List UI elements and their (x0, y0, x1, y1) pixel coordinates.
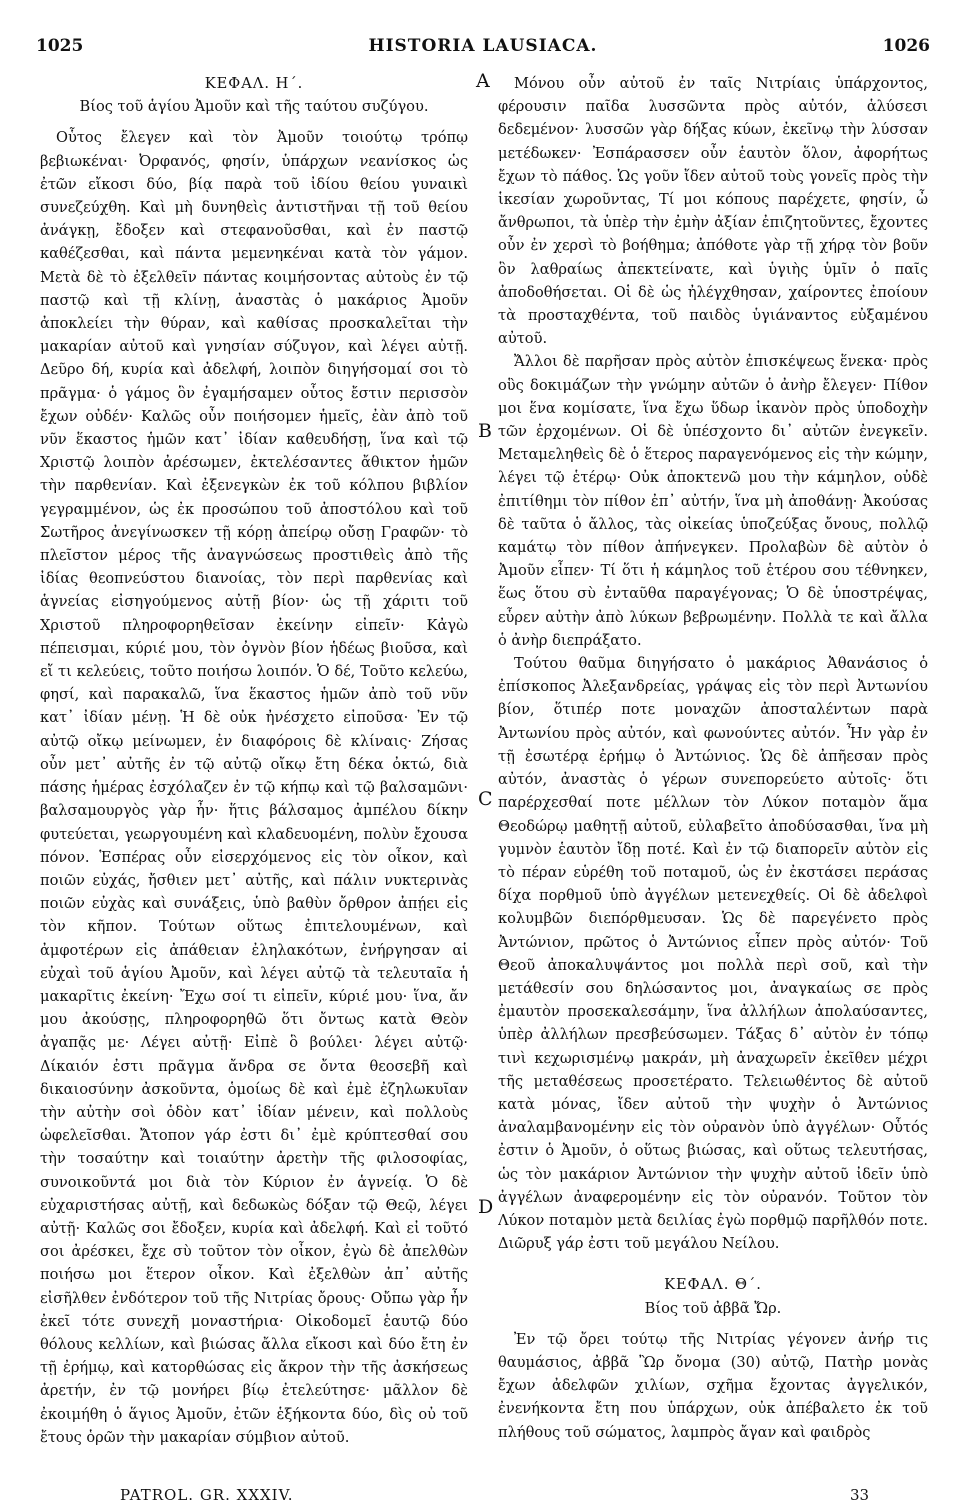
paragraph: Τούτου θαῦμα διηγήσατο ὁ μακάριος Ἀθανάσιος ὁ ἐπίσκοπος Ἀλεξανδρείας, γράψας εἰς τὸν περὶ Ἀντωνίου βίον, ὅτιπέρ ποτε μοναχῶν ἀποσταλέντων παρὰ Ἀντωνίου πρὸς αὐτόν, καὶ φωνούντες αὐτόν. Ἦν γὰρ ἐν τῇ ἐσωτέρᾳ ἐρήμῳ ὁ Ἀντώνιος. Ὡς δὲ ἀπῆεσαν πρὸς αὐτόν, ἀναστὰς ὁ γέρων συνεπορεύετο αὐτοῖς· ὅτι παρέρχεσθαί ποτε μέλλων τὸν Λύκον ποταμὸν ἅμα Θεοδώρῳ μαθητῇ αὐτοῦ, εὐλαβεῖτο ἀποδύσασθαι, ἵνα μὴ γυμνὸν ἑαυτὸν ἴδῃ ποτέ. Καὶ ἐν τῷ διαπορεῖν αὐτὸν εἰς τὸ πέραν εὑρέθη τοῦ ποταμοῦ, ὡς ἐν ἐκστάσει περάσας δίχα πορθμοῦ ὑπὸ ἀγγέλων μετενεχθείς. Οἱ δὲ ἀδελφοὶ κολυμβῶν διεπόρθμευσαν. Ὡς δὲ παρεγένετο πρὸς Ἀντώνιον, πρῶτος ὁ Ἀντώνιος εἶπεν πρὸς αὐτόν· Τοῦ Θεοῦ ἀποκαλυψάντος μοι πολλὰ περὶ σοῦ, καὶ τὴν μετάθεσίν σου δηλώσαντος μοι, ἀναγκαίως σε πρὸς ἐμαυτὸν προσεκαλεσάμην, ἵνα ἀλλήλων ἀπολαύσαντες, ὑπὲρ ἀλλήλων πρεσβεύσωμεν. Τάξας δ᾽ αὐτὸν ἐν τόπῳ τινὶ κεχωρισμένῳ μακράν, μὴ ἀναχωρεῖν ἐκεῖθεν μέχρι τῆς μεταθέσεως προσετέρατο. Τελειωθέντος δὲ αὐτοῦ κατὰ μόνας, ἴδεν αὐτοῦ τὴν ψυχὴν ὁ Ἀντώνιος ἀναλαμβανομένην εἰς τὸν οὐρανὸν ὑπὸ ἀγγέλων· Οὗτός ἐστιν ὁ Ἀμοῦν, ὁ οὕτως βιώσας, καὶ οὕτως τελευτήσας, ὡς τὸν μακάριον Ἀντώνιον τὴν ψυχὴν αὐτοῦ ἰδεῖν ὑπὸ ἀγγέλων ἀναφερομένην εἰς τὸν οὐρανόν. Τοῦτον τὸν Λύκον ποταμὸν μετὰ δειλίας ἐγὼ πορθμῷ παρῆλθόν ποτε. Διῶρυξ γάρ ἐστι τοῦ μεγάλου Νείλου. (498, 655, 928, 1253)
left-column (40, 72, 468, 1482)
chapter-title: Βίος τοῦ ἁγίου Ἀμοῦν καὶ τῆς ταύτου συζύγου. (79, 98, 429, 116)
paragraph: Ἐν τῷ ὄρει τούτῳ τῆς Νιτρίας γέγονεν ἀνήρ τις θαυμάσιος, ἀββᾶ Ὢρ ὄνομα (30) αὐτῷ, Πατὴρ μονὰς ἔχων ἀδελφῶν χιλίων, σχῆμα ἔχοντας ἀγγελικόν, ἐνενήκοντα ἔτη που ὑπάρχων, οὐκ ἀπέβαλετο ἐκ τοῦ πλήθους τοῦ σώματος, λαμπρὸς ἄγαν καὶ φαιδρὸς (498, 1330, 928, 1441)
margin-marker-d: D (478, 1196, 494, 1218)
footer-signature: 33 (850, 1486, 870, 1504)
chapter-title: Βίος τοῦ ἀββᾶ Ὤρ. (644, 1299, 782, 1317)
running-title: HISTORIA LAUSIACA. (368, 36, 598, 56)
page-number-left: 1025 (36, 36, 84, 56)
margin-marker-a: A (476, 70, 490, 92)
paragraph: Οὗτος ἔλεγεν καὶ τὸν Ἀμοῦν τοιούτῳ τρόπῳ βεβιωκέναι· Ὀρφανός, φησίν, ὑπάρχων νεανίσκος ὡς ἐτῶν εἴκοσι δύο, βίᾳ παρὰ τοῦ ἰδίου θείου γυναικὶ συνεζεύχθη. Καὶ μὴ δυνηθεὶς ἀντιστῆναι τῇ τοῦ θείου ἀνάγκῃ, ἔδοξεν καὶ στεφανοῦσθαι, καὶ ἐν παστῷ καθέζεσθαι, καὶ πάντα μεμενηκέναι κατὰ τὸν γάμον. Μετὰ δὲ τὸ ἐξελθεῖν πάντας κοιμήσοντας αὐτοὺς ἐν τῷ παστῷ καὶ τῇ κλίνῃ, ἀναστὰς ὁ μακάριος Ἀμοῦν ἀποκλείει τὴν θύραν, καὶ καθίσας προσκαλεῖται τὴν μακαρίαν αὐτοῦ καὶ γνησίαν σύζυγον, καὶ λέγει αὐτῇ. Δεῦρο δή, κυρία καὶ ἀδελφή, λοιπὸν διηγήσομαί σοι τὸ πρᾶγμα· ὁ γάμος ὃν ἐγαμήσαμεν οὗτος ἔστιν περισσὸν ἔχων οὐδέν· Καλῶς οὖν ποιήσομεν ἡμεῖς, ἐὰν ἀπὸ τοῦ νῦν ἕκαστος ἡμῶν κατ᾽ ἰδίαν καθευδήσῃ, ἵνα καὶ τῷ Χριστῷ λοιπὸν ἀρέσωμεν, ἐκτελέσαντες ἄθικτον ἡμῶν τὴν παρθενίαν. Καὶ ἐξενεγκὼν ἐκ τοῦ κόλπου βιβλίον γεγραμμένον, ὡς ἐκ προσώπου τοῦ ἀποστόλου καὶ τοῦ Σωτῆρος ἀνεγίνωσκεν τῇ κόρῃ ἀπείρῳ οὔσῃ Γραφῶν· τὸ πλεῖστον μέρος τῆς ἀναγνώσεως προστιθεὶς ἀπὸ τῆς ἰδίας θεοπνεύστου διανοίας, τὸν περὶ παρθενίας καὶ ἁγνείας εἰσηγούμενος αὐτῇ βίον· ὡς τῇ χάριτι τοῦ Χριστοῦ πληροφορηθεῖσαν ἐκείνην εἰπεῖν· Κἀγὼ πέπεισμαι, κύριέ μου, τὸν ὀγνὸν βίον ἡδέως βιοῦσα, καὶ εἴ τι κελεύεις, τοῦτο ποιήσω λοιπόν. Ὁ δέ, Τοῦτο κελεύω, φησί, καὶ παρακαλῶ, ἵνα ἕκαστος ἡμῶν ἀπὸ τοῦ νῦν κατ᾽ ἰδίαν μένῃ. Ἡ δὲ οὐκ ἠνέσχετο εἰποῦσα· Ἐν τῷ αὐτῷ οἴκῳ μείνωμεν, ἐν διαφόροις δὲ κλίναις· Ζήσας οὖν μετ᾽ αὐτῆς ἐν τῷ αὐτῷ οἴκῳ ἔτη δέκα ὀκτώ, διὰ πάσης ἡμέρας ἐσχόλαζεν ἐν τῷ κήπῳ καὶ τῷ βαλσαμῶνι· βαλσαμουργὸς γὰρ ἦν· ἥτις βάλσαμος ἀμπέλου δίκην φυτεύεται, γεωργουμένη καὶ κλαδευομένη, πολὺν ἔχουσα πόνον. Ἑσπέρας οὖν εἰσερχόμενος εἰς τὸν οἶκον, καὶ ποιῶν εὐχάς, ἤσθιεν μετ᾽ αὐτῆς, καὶ πάλιν νυκτερινὰς ποιῶν εὐχὰς καὶ συνάξεις, ὑπὸ βαθὺν ὄρθρον ἀπῄει εἰς τὸν κῆπον. Τούτων οὕτως ἐπιτελουμένων, καὶ ἀμφοτέρων εἰς ἀπάθειαν ἐληλακότων, ἐνήργησαν αἱ εὐχαὶ τοῦ ἁγίου Ἀμοῦν, καὶ λέγει αὐτῷ τὰ τελευταῖα ἡ μακαρῖτις ἐκείνη· Ἔχω σοί τι εἰπεῖν, κύριέ μου· ἵνα, ἄν μου ἀκούσῃς, πληροφορηθῶ ὅτι ὄντως κατὰ Θεὸν ἀγαπᾷς με· Λέγει αὐτῇ· Εἰπὲ ὃ βούλει· λέγει αὐτῷ· Δίκαιόν ἐστι πρᾶγμα ἄνδρα σε ὄντα θεοσεβῆ καὶ δικαιοσύνην ἀσκοῦντα, ὁμοίως δὲ καὶ ἐμὲ ἐζηλωκυῖαν τὴν αὐτὴν σοὶ ὁδὸν κατ᾽ ἰδίαν μένειν, καὶ πολλοὺς ὠφελεῖσθαι. Ἄτοπον γάρ ἐστι δι᾽ ἐμὲ κρύπτεσθαί σου τὴν τοσαύτην καὶ τοιαύτην ἀρετὴν τῆς φιλοσοφίας, συνοικοῦντά μοι διὰ τὸν Κύριον ἐν ἁγνείᾳ. Ὁ δὲ εὐχαριστήσας αὐτῇ, καὶ δεδωκὼς δόξαν τῷ Θεῷ, λέγει αὐτῇ· Καλῶς σοι ἔδοξεν, κυρία καὶ ἀδελφή. Καὶ εἰ τοῦτό σοι ἀρέσκει, ἔχε σὺ τοῦτον τὸν οἶκον, ἐγὼ δὲ ἀπελθὼν ποιήσω μοι ἕτερον οἶκον. Καὶ ἐξελθὼν ἀπ᾽ αὐτῆς εἰσῆλθεν ἐνδότερον τοῦ τῆς Νιτρίας ὄρους· Οὔπω γὰρ ἦν ἐκεῖ τότε συνεχῆ μοναστήρια· Οἰκοδομεῖ ἑαυτῷ δύο θόλους κελλίων, καὶ βιώσας ἄλλα εἴκοσι καὶ δύο ἔτη ἐν τῇ ἐρήμῳ, καὶ κατορθώσας εἰς ἄκρον τὴν τῆς ἀσκήσεως ἀρετήν, ἐν τῷ μονήρει βίῳ ἐτελεύτησε· μᾶλλον δὲ ἐκοιμήθη ὁ ἅγιος Ἀμοῦν, ἐτῶν ἑξήκοντα δύο, δὶς οὐ τοῦ ἔτους ὁρῶν τὴν μακαρίαν σύμβιον αὐτοῦ. (40, 129, 468, 1446)
chapter-label: ΚΕΦΑΛ. Θ΄. (664, 1276, 762, 1294)
footer-series: PATROL. GR. XXXIV. (120, 1486, 294, 1504)
margin-marker-b: B (478, 420, 492, 442)
paragraph: Ἄλλοι δὲ παρῆσαν πρὸς αὐτὸν ἐπισκέψεως ἕνεκα· πρὸς οὓς δοκιμάζων τὴν γνώμην αὐτῶν ὁ ἀνὴρ ἔλεγεν· Πίθον μοι ἕνα κομίσατε, ἵνα ἔχω ὕδωρ ἱκανὸν πρὸς ὑποδοχὴν τῶν ἐρχομένων. Οἱ δὲ ὑπέσχοντο δι᾽ αὐτῶν ἐνεγκεῖν. Μεταμεληθεὶς δὲ ὁ ἕτερος παραγενόμενος εἰς τὴν κώμην, λέγει τῷ ἑτέρῳ· Οὐκ ἀποκτενῶ μου τὴν κάμηλον, οὐδὲ ἐπιτίθημι τὸν πίθον ἐπ᾽ αὐτήν, ἵνα μὴ ἀποθάνῃ· Ἀκούσας δὲ ταῦτα ὁ ἄλλος, τὰς οἰκείας ὑποζεύξας ὄνους, πολλῷ καμάτῳ τὸν πίθον ἀπήνεγκεν. Προλαβὼν δὲ αὐτὸν ὁ Ἀμοῦν εἶπεν· Τί ὅτι ἡ κάμηλος τοῦ ἑτέρου σου τέθνηκεν, ἕως ὅτου σὺ ἐνταῦθα παραγέγονας; Ὁ δὲ ὑποστρέψας, εὗρεν αὐτὴν ἀπὸ λύκων βεβρωμένην. Πολλὰ τε καὶ ἄλλα ὁ ἀνὴρ διεπράξατο. (498, 353, 928, 649)
margin-marker-c: C (478, 788, 493, 810)
page-number-right: 1026 (882, 36, 930, 56)
chapter-label: ΚΕΦΑΛ. Η΄. (204, 75, 304, 92)
paragraph: Μόνου οὖν αὐτοῦ ἐν ταῖς Νιτρίαις ὑπάρχοντος, φέρουσιν παῖδα λυσσῶντα πρὸς αὐτόν, ἁλύσεσι δεδεμένον· λυσσῶν γὰρ δήξας κύων, ἐκεῖνῳ τὴν λύσσαν μετέδωκεν· Ἐσπάρασσεν οὖν ἑαυτὸν ὅλον, ἀφορήτως ἔχων τὸ πάθος. Ὡς γοῦν ἴδεν αὐτοῦ τοὺς γονεῖς πρὸς τὴν ἱκεσίαν χωροῦντας, Τί μοι κόπους παρέχετε, φησίν, ὦ ἄνθρωποι, τὰ ὑπὲρ τὴν ἐμὴν ἀξίαν ἐπιζητοῦντες, ἔχοντες οὖν ἐν χερσὶ τὸ βοήθημα; ἀπόθοτε γὰρ τῇ χήρᾳ τὸν βοῦν ὃν λαθραίως ἀπεκτείνατε, καὶ ὑγιὴς ὑμῖν ὁ παῖς ἀποδοθήσεται. Οἱ δὲ ὡς ἠλέγχθησαν, χαίροντες ἐποίουν τὰ προσταχθέντα, τοῦ παιδὸς ὑγιάναντος εὐξαμένου αὐτοῦ. (498, 75, 928, 348)
right-column (498, 72, 928, 1482)
